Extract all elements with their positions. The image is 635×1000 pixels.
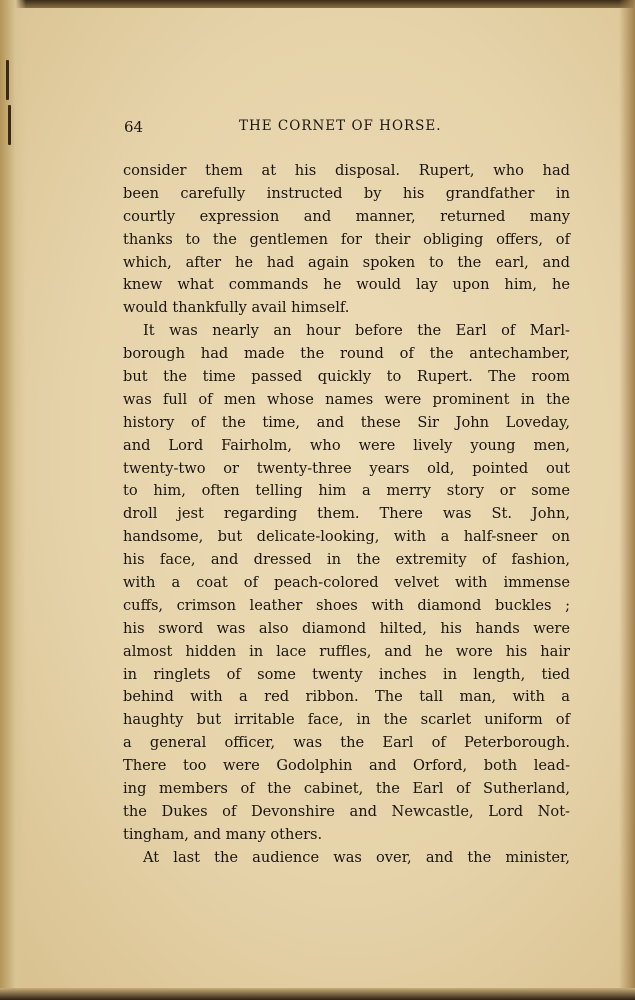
text-line: would thankfully avail himself. bbox=[123, 299, 350, 317]
text-line: behind with a red ribbon. The tall man, with a bbox=[123, 688, 570, 706]
text-line: was full of men whose names were prominent in the bbox=[123, 390, 570, 408]
page-binding-edge bbox=[0, 0, 26, 1000]
text-line: but the time passed quickly to Rupert. The room bbox=[123, 368, 570, 386]
text-line: a general officer, was the Earl of Peterborough. bbox=[123, 734, 570, 752]
text-line: tingham, and many others. bbox=[123, 825, 323, 843]
text-line: twenty-two or twenty-three years old, pointed out bbox=[123, 459, 570, 477]
text-line: with a coat of peach-colored velvet with immense bbox=[123, 574, 570, 592]
text-line: haughty but irritable face, in the scarlet uniform of bbox=[123, 711, 570, 729]
page-right-edge bbox=[619, 0, 635, 1000]
page-header bbox=[124, 118, 570, 142]
text-line: cuffs, crimson leather shoes with diamond buckles ; bbox=[123, 596, 570, 614]
text-line: almost hidden in lace ruffles, and he wore his hair bbox=[123, 642, 570, 660]
text-line: courtly expression and manner, returned many bbox=[123, 207, 570, 225]
page-top-edge bbox=[0, 0, 635, 8]
text-line: which, after he had again spoken to the earl, and bbox=[123, 253, 570, 271]
text-line: handsome, but delicate-looking, with a half-sneer on bbox=[123, 528, 570, 546]
text-line: droll jest regarding them. There was St. John, bbox=[123, 505, 570, 523]
text-line: the Dukes of Devonshire and Newcastle, Lord Not- bbox=[123, 802, 570, 820]
text-line: and Lord Fairholm, who were lively young men, bbox=[123, 436, 570, 454]
text-line: to him, often telling him a merry story or some bbox=[123, 482, 570, 500]
page-bottom-edge bbox=[0, 988, 635, 1000]
text-line: his sword was also diamond hilted, his hands were bbox=[123, 619, 570, 637]
text-line: It was nearly an hour before the Earl of Marl- bbox=[143, 322, 570, 340]
text-line: his face, and dressed in the extremity of fashion, bbox=[123, 551, 570, 569]
binding-stain bbox=[6, 60, 9, 100]
text-line: borough had made the round of the antechamber, bbox=[123, 345, 570, 363]
text-line: been carefully instructed by his grandfather in bbox=[123, 184, 570, 202]
binding-stain bbox=[8, 105, 11, 145]
page-number: 64 bbox=[124, 118, 144, 136]
text-line: At last the audience was over, and the minister, bbox=[143, 848, 570, 866]
text-line: consider them at his disposal. Rupert, who had bbox=[123, 162, 570, 179]
text-line: ing members of the cabinet, the Earl of Sutherland, bbox=[123, 780, 570, 798]
text-line: thanks to the gentlemen for their obliging offers, of bbox=[123, 230, 570, 248]
text-line: in ringlets of some twenty inches in length, tied bbox=[123, 665, 570, 683]
running-head: THE CORNET OF HORSE. bbox=[239, 118, 442, 134]
text-line: There too were Godolphin and Orford, both lead- bbox=[123, 757, 570, 775]
text-line: knew what commands he would lay upon him, he bbox=[123, 276, 570, 294]
text-line: history of the time, and these Sir John Loveday, bbox=[123, 413, 570, 431]
body-text bbox=[123, 160, 570, 870]
